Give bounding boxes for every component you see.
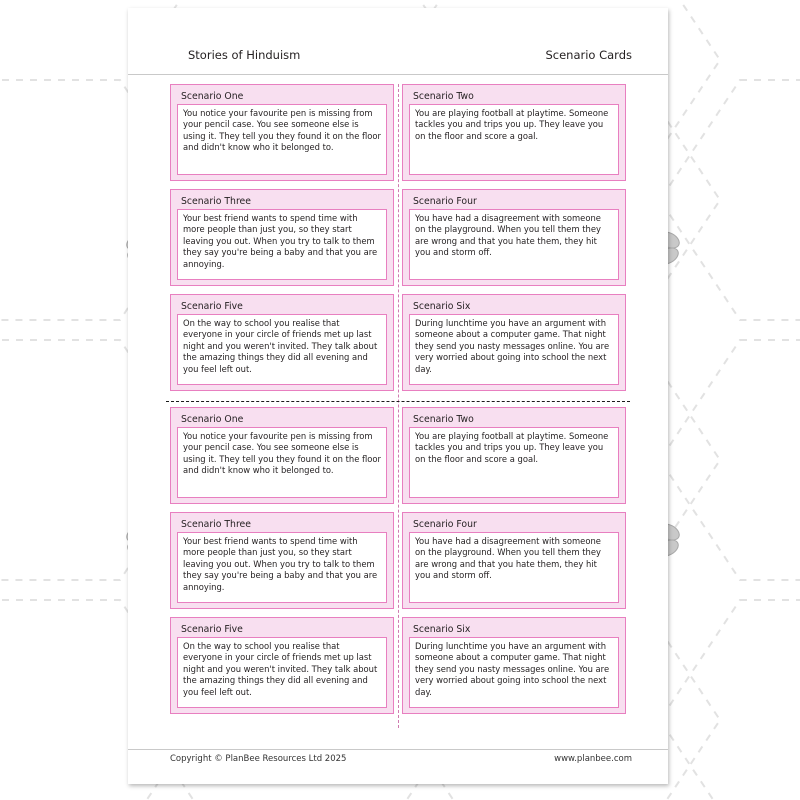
card-text-box (409, 104, 619, 175)
card-row (170, 617, 626, 714)
card-title: Scenario One (181, 91, 244, 102)
card-row (170, 189, 626, 286)
card-title: Scenario Six (413, 301, 471, 312)
card-text-box (177, 427, 387, 498)
card-title: Scenario Five (181, 624, 243, 635)
card-text-box (409, 532, 619, 603)
card-body: On the way to school you realise that everyone in your circle of friends met up last night and you weren't invited. They talk about the amazing things they did all evening and you feel left out. (183, 318, 378, 374)
card-body: Your best friend wants to spend time with more people than just you, so they start leaving you out. When you try to talk to them they say you're being a baby and that you are annoying. (183, 536, 378, 592)
scenario-card (170, 512, 394, 609)
card-text-box (409, 427, 619, 498)
website-text: www.planbee.com (554, 754, 632, 764)
scenario-card (402, 617, 626, 714)
scenario-card (170, 407, 394, 504)
card-text-box (409, 637, 619, 708)
scenario-card (170, 84, 394, 181)
card-title: Scenario Two (413, 414, 474, 425)
header-title-right: Scenario Cards (545, 48, 632, 62)
card-title: Scenario One (181, 414, 244, 425)
card-text-box (409, 209, 619, 280)
worksheet-page (128, 8, 668, 784)
scenario-card (402, 189, 626, 286)
card-title: Scenario Four (413, 519, 477, 530)
card-body: You notice your favourite pen is missing from your pencil case. You see someone else is using it. They tell you they found it on the floor and didn't know who it belonged to. (183, 431, 381, 476)
card-body: During lunchtime you have an argument with someone about a computer game. That night they send you nasty messages online. You are very worried about going into school the next day. (415, 641, 610, 697)
card-body: On the way to school you realise that everyone in your circle of friends met up last night and you weren't invited. They talk about the amazing things they did all evening and you feel left out. (183, 641, 378, 697)
card-row (170, 84, 626, 181)
card-body: During lunchtime you have an argument with someone about a computer game. That night they send you nasty messages online. You are very worried about going into school the next day. (415, 318, 610, 374)
copyright-text: Copyright © PlanBee Resources Ltd 2025 (170, 754, 347, 764)
card-title: Scenario Four (413, 196, 477, 207)
card-title: Scenario Three (181, 519, 251, 530)
card-text-box (409, 314, 619, 385)
card-title: Scenario Two (413, 91, 474, 102)
page-header (128, 8, 668, 74)
card-row (170, 512, 626, 609)
card-title: Scenario Three (181, 196, 251, 207)
scenario-card (170, 617, 394, 714)
card-body: You have had a disagreement with someone on the playground. When you tell them they are wrong and that you hate them, they hit you and storm off. (415, 213, 601, 258)
card-text-box (177, 314, 387, 385)
horizontal-cut-guide (166, 401, 630, 402)
card-title: Scenario Six (413, 624, 471, 635)
card-row (170, 294, 626, 391)
scenario-card (402, 84, 626, 181)
scenario-card (170, 189, 394, 286)
header-title-left: Stories of Hinduism (188, 48, 301, 62)
scenario-card (402, 512, 626, 609)
card-body: Your best friend wants to spend time with more people than just you, so they start leaving you out. When you try to talk to them they say you're being a baby and that you are annoying. (183, 213, 378, 269)
card-text-box (177, 209, 387, 280)
page-footer (128, 750, 668, 774)
card-body: You notice your favourite pen is missing from your pencil case. You see someone else is using it. They tell you they found it on the floor and didn't know who it belonged to. (183, 108, 381, 153)
card-body: You have had a disagreement with someone on the playground. When you tell them they are wrong and that you hate them, they hit you and storm off. (415, 536, 601, 581)
scenario-card (402, 407, 626, 504)
header-divider (128, 74, 668, 75)
card-body: You are playing football at playtime. Someone tackles you and trips you up. They leave you on the floor and score a goal. (415, 108, 609, 141)
card-row (170, 407, 626, 504)
card-title: Scenario Five (181, 301, 243, 312)
scenario-card (170, 294, 394, 391)
card-text-box (177, 104, 387, 175)
card-body: You are playing football at playtime. Someone tackles you and trips you up. They leave you on the floor and score a goal. (415, 431, 609, 464)
card-text-box (177, 637, 387, 708)
card-text-box (177, 532, 387, 603)
scenario-card (402, 294, 626, 391)
scenario-card-grid (170, 84, 626, 722)
